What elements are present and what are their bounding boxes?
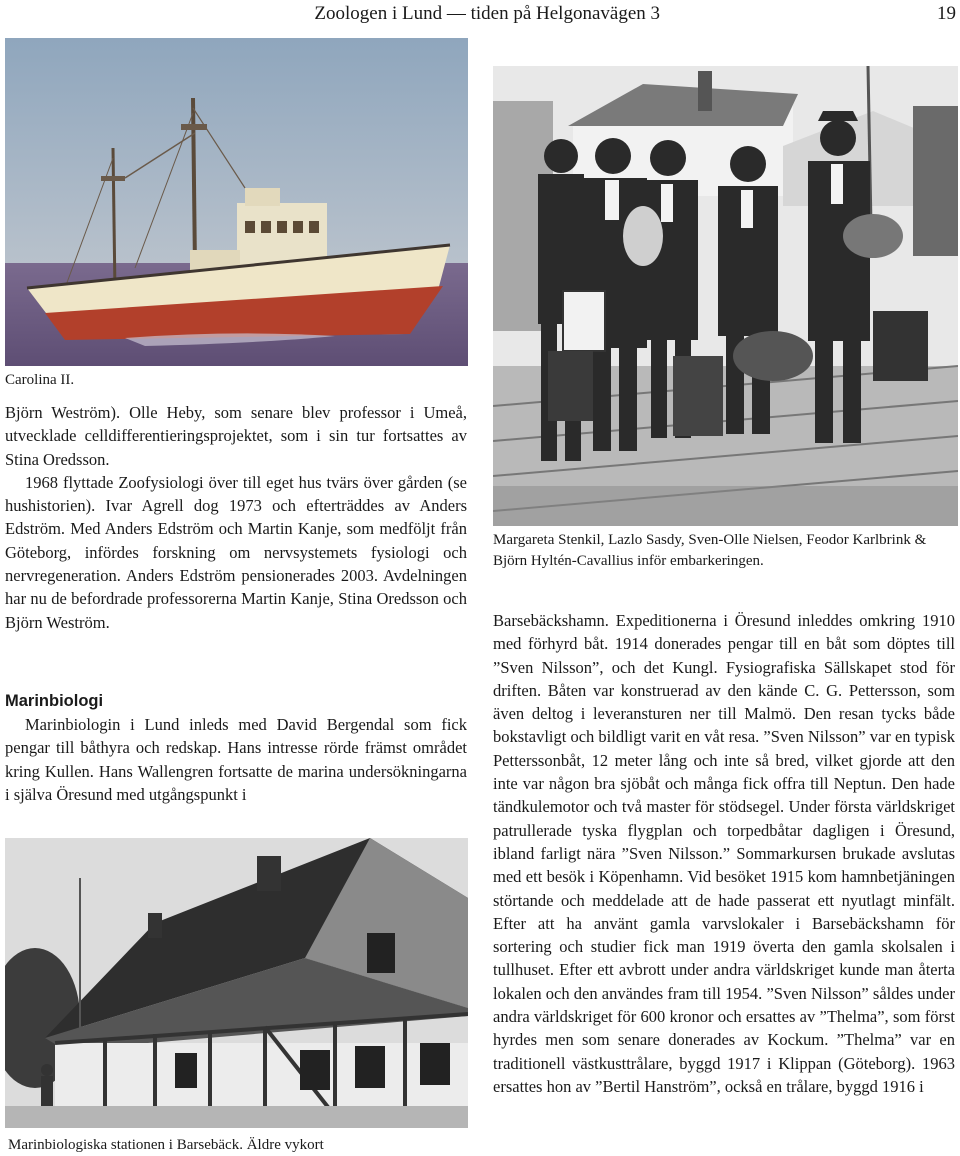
running-title: Zoologen i Lund — tiden på Helgonavägen 3: [314, 3, 660, 24]
boat-caption: Carolina II.: [5, 372, 75, 388]
page-number: 19: [937, 3, 956, 24]
paragraph: Björn Weström). Olle Heby, som senare blev professor i Umeå, utvecklade celldifferentieringsprojektet, som i sin tur fortsattes av Stina Oredsson.: [5, 403, 467, 469]
paragraph: Marinbiologin i Lund inleds med David Bergendal som fick pengar till båthyra och redskap. Hans intresse rörde främst området kring Kullen. Hans Wallengren fortsatte de marina undersökningarna i själva Öresund med utgångspunkt i: [5, 715, 467, 804]
section-text: [5, 713, 467, 806]
station-photo: [5, 838, 468, 1128]
running-header: [0, 0, 960, 28]
station-caption: Marinbiologiska stationen i Barsebäck. Äldre vykort: [8, 1137, 324, 1153]
paragraph: 1968 flyttade Zoofysiologi över till eget hus tvärs över gården (se hushistorien). Ivar Agrell dog 1973 och efterträddes av Anders Edström. Med Anders Edström och Martin Kanje, som medföljt från Göteborg, infördes forskning om nervsystemets fysiologi och nervregeneration. Anders Edström pensionerades 2003. Avdelningen har nu de befordrade professorerna Martin Kanje, Stina Oredsson och Björn Weström.: [5, 472, 467, 632]
boat-photo: [5, 38, 468, 366]
group-caption: Margareta Stenkil, Lazlo Sasdy, Sven-Olle Nielsen, Feodor Karlbrink & Björn Hyltén-Cavallius inför embarkeringen.: [493, 532, 927, 569]
left-column-text: [5, 401, 467, 634]
group-photo: [493, 66, 958, 526]
section-heading: Marinbiologi: [5, 692, 104, 710]
right-column-text: [493, 609, 955, 1098]
paragraph: Barsebäckshamn. Expeditionerna i Öresund inleddes omkring 1910 med förhyrd båt. 1914 donerades pengar till en båt som döptes till ”Sven Nilsson”, och det Kungl. Fysiografiska Sällskapet stod för driften. Båten var konstruerad av den kände C. G. Pettersson, som även deltog i leveransturen ner till Malmö. Den resan tycks både bokstavligt och bildligt varit en våt resa. ”Sven Nilsson” var en typisk Petterssonbåt, 12 meter lång och inte så bred, vilket gjorde att den inte var någon bra sjöbåt och många fick offra till Neptun. Den hade tändkulemotor och två master för stödsegel. Under första världskriget patrullerade tyska flygplan och torpedbåtar dagligen i Öresund, ibland farligt nära ”Sven Nilsson.” Sommarkursen brukade avslutas med ett besök i Köpenhamn. Vid besöket 1915 kom hamnbetjäningen störtande och meddelade att de hade passerat ett nyutlagt minfält. Efter att ha använt gamla varvslokaler i Barsebäckshamn för sortering och studier fick man 1919 överta den gamla skolsalen i tullhuset. Efter ett avbrott under andra världskriget kunde man återta lokalen och den användes fram till 1954. ”Sven Nilsson” såldes under andra världskriget för 600 kronor och ersattes av ”Thelma”, som först hyrdes men som senare donerades av Kockum. ”Thelma” var en traditionell västkusttrålare, byggd 1917 i Klippan (Göteborg). 1963 ersattes hon av ”Bertil Hanström”, också en trålare, byggd 1916 i: [493, 611, 955, 1096]
